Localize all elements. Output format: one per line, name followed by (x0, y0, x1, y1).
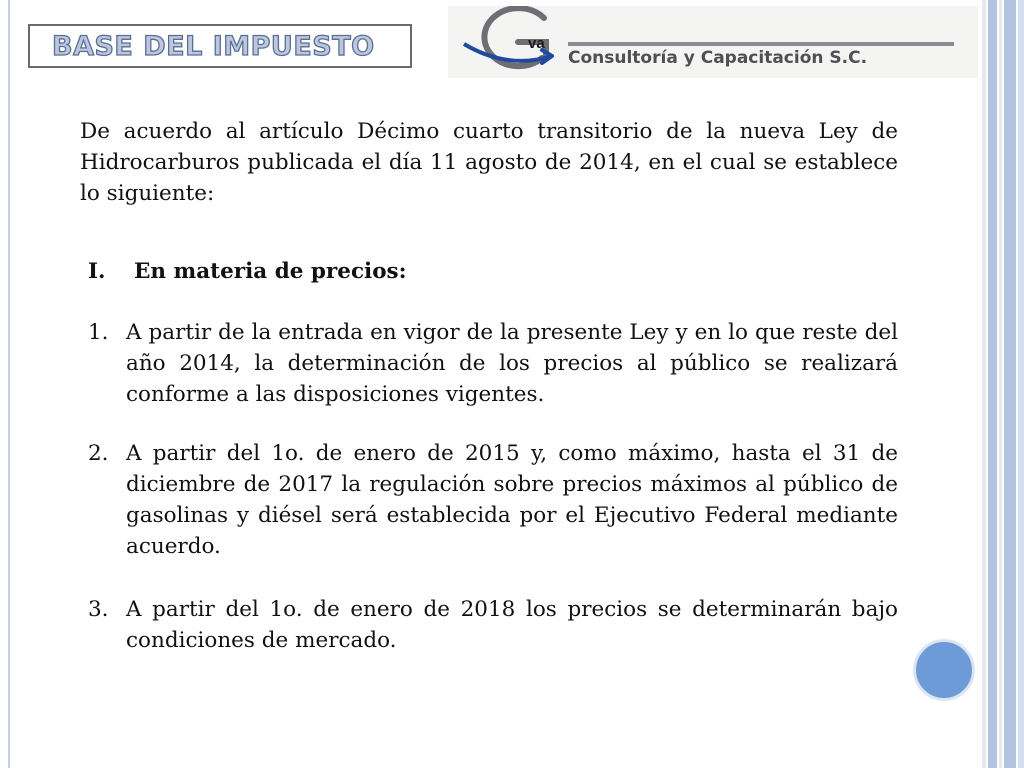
slide-decoration-circle (913, 639, 975, 701)
list-item-number: 1. (88, 320, 109, 345)
company-logo (448, 6, 978, 78)
list-item (88, 438, 898, 562)
list-item-number: 3. (88, 597, 109, 622)
logo-initials: va (528, 35, 545, 52)
section-heading (88, 256, 407, 287)
title-box (28, 24, 412, 68)
intro-paragraph: De acuerdo al artículo Décimo cuarto transitorio de la nueva Ley de Hidrocarburos publicada el día 11 agosto de 2014, en el cual se establece lo siguiente: (80, 119, 898, 206)
list-item-text: A partir del 1o. de enero de 2018 los precios se determinarán bajo condiciones de mercado. (126, 597, 898, 653)
section-number: I. (88, 259, 106, 284)
list-item-text: A partir de la entrada en vigor de la presente Ley y en lo que reste del año 2014, la determinación de los precios al público se realizará conforme a las disposiciones vigentes. (126, 320, 898, 407)
right-decorative-stripes (982, 0, 1024, 768)
section-heading-text: En materia de precios: (134, 259, 407, 284)
list-item-number: 2. (88, 441, 109, 466)
slide-title: BASE DEL IMPUESTO (52, 31, 375, 62)
list-item (88, 594, 898, 656)
left-border-line (8, 0, 10, 768)
list-item (88, 317, 898, 410)
logo-company-name: Consultoría y Capacitación S.C. (568, 48, 868, 68)
list-item-text: A partir del 1o. de enero de 2015 y, como máximo, hasta el 31 de diciembre de 2017 la regulación sobre precios máximos al público de gasolinas y diésel será establecida por el Ejecutivo Federal mediante acuerdo. (126, 441, 898, 559)
